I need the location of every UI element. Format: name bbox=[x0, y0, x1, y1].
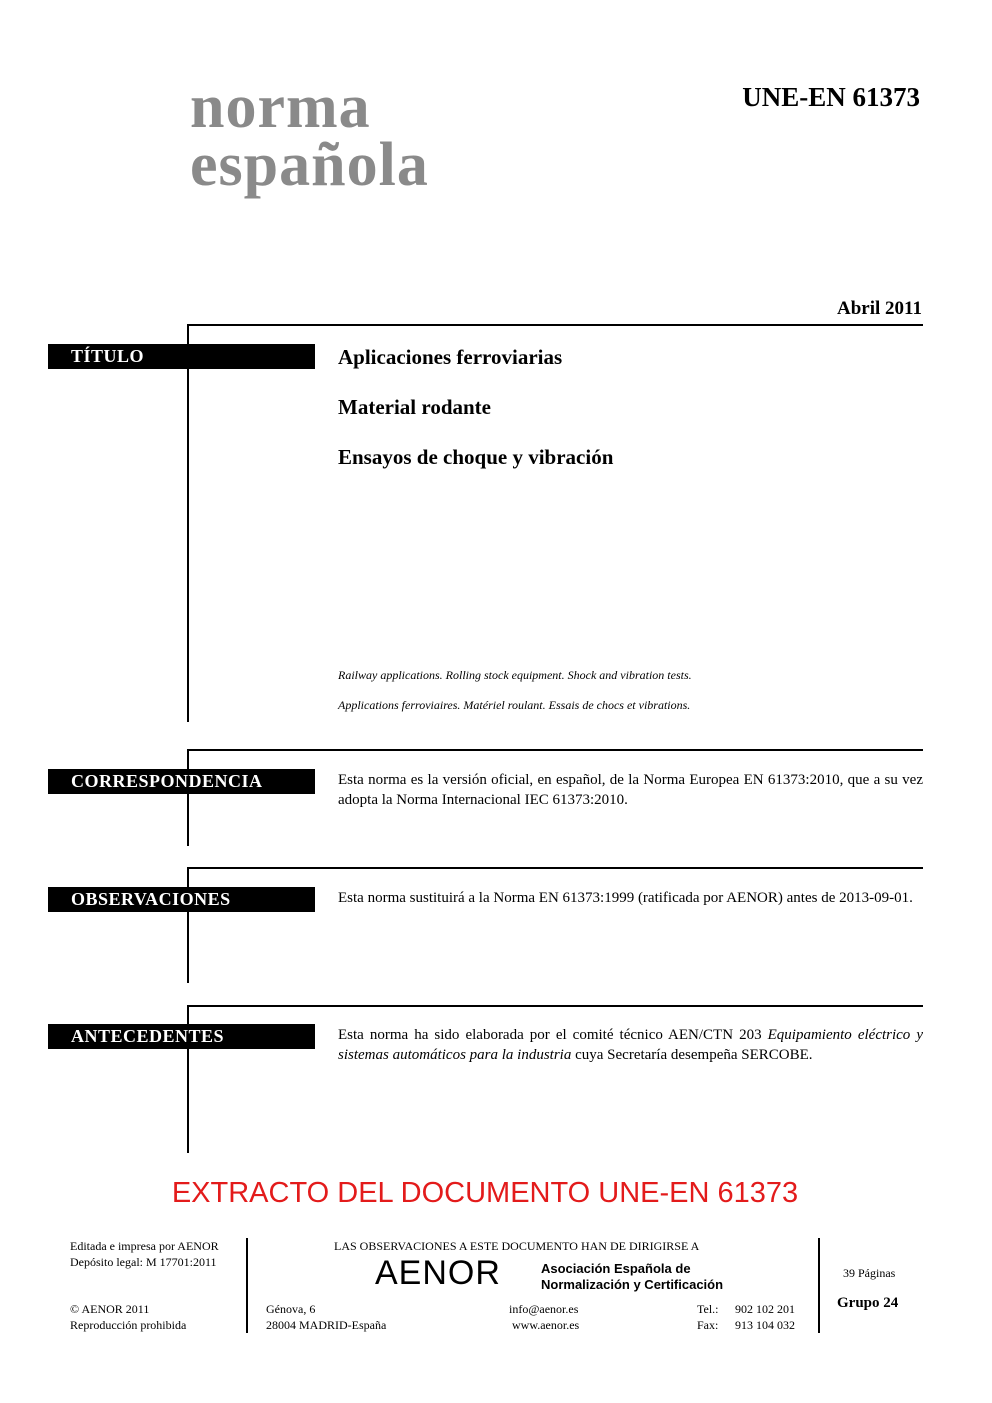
aenor-name-line-2: Normalización y Certificación bbox=[541, 1277, 724, 1292]
antecedentes-text-start: Esta norma ha sido elaborada por el comité técnico AEN/CTN 203 bbox=[338, 1027, 768, 1043]
footer-publisher bbox=[70, 1238, 219, 1270]
title-line-3: Ensayos de choque y vibración bbox=[338, 445, 614, 469]
title-line-2: Material rodante bbox=[338, 395, 491, 419]
footer-separator-right bbox=[818, 1238, 820, 1333]
footer-phone-labels bbox=[697, 1301, 719, 1333]
copyright: © AENOR 2011 bbox=[70, 1302, 150, 1316]
section-divider-correspondencia bbox=[187, 749, 923, 751]
antecedentes-text bbox=[338, 1025, 923, 1065]
observaciones-text: Esta norma sustituirá a la Norma EN 61373:1999 (ratificada por AENOR) antes de 2013-09-01. bbox=[338, 890, 913, 906]
address-city: 28004 MADRID-España bbox=[266, 1318, 387, 1332]
logo-line-2: española bbox=[190, 131, 429, 199]
vertical-rule-correspondencia bbox=[187, 749, 189, 846]
footer-separator-left bbox=[246, 1238, 248, 1333]
title-french: Applications ferroviaires. Matériel roulant. Essais de chocs et vibrations. bbox=[338, 698, 691, 712]
antecedentes-text-end: cuya Secretaría desempeña SERCOBE. bbox=[571, 1047, 813, 1063]
aenor-name-line-1: Asociación Española de bbox=[541, 1261, 691, 1276]
section-divider-antecedentes bbox=[187, 1005, 923, 1007]
vertical-rule-titulo bbox=[187, 324, 189, 722]
web-link[interactable]: www.aenor.es bbox=[512, 1318, 580, 1332]
footer-phone-numbers bbox=[735, 1301, 795, 1333]
observations-note: LAS OBSERVACIONES A ESTE DOCUMENTO HAN DE DIRIGIRSE A bbox=[334, 1239, 700, 1253]
address-street: Génova, 6 bbox=[266, 1302, 316, 1316]
title-line-1: Aplicaciones ferroviarias bbox=[338, 345, 563, 369]
aenor-logo: AENOR bbox=[375, 1254, 501, 1292]
footer-contact bbox=[509, 1301, 579, 1333]
title-english: Railway applications. Rolling stock equipment. Shock and vibration tests. bbox=[338, 668, 692, 682]
logo-line-1: norma bbox=[190, 73, 371, 141]
reproduction-notice: Reproducción prohibida bbox=[70, 1318, 187, 1332]
email-link[interactable]: info@aenor.es bbox=[509, 1302, 579, 1316]
aenor-full-name bbox=[541, 1261, 723, 1293]
section-label-observaciones: OBSERVACIONES bbox=[48, 887, 315, 912]
section-divider-observaciones bbox=[187, 867, 923, 869]
publication-date: Abril 2011 bbox=[837, 298, 922, 319]
correspondencia-text: Esta norma es la versión oficial, en español, de la Norma Europea EN 61373:2010, que a su vez adopta la Norma Internacional IEC 61373:2010. bbox=[338, 772, 923, 808]
footer-address bbox=[266, 1301, 386, 1333]
footer-copyright bbox=[70, 1301, 186, 1333]
extract-watermark: EXTRACTO DEL DOCUMENTO UNE-EN 61373 bbox=[171, 1177, 799, 1209]
vertical-rule-observaciones bbox=[187, 867, 189, 983]
section-label-antecedentes: ANTECEDENTES bbox=[48, 1024, 315, 1049]
tel-label: Tel.: bbox=[697, 1302, 719, 1316]
edited-by: Editada e impresa por AENOR bbox=[70, 1239, 219, 1253]
section-divider-titulo bbox=[187, 324, 923, 326]
price-group: Grupo 24 bbox=[837, 1295, 899, 1311]
standard-code: UNE-EN 61373 bbox=[742, 82, 920, 112]
norma-espanola-logo bbox=[190, 73, 429, 199]
fax-label: Fax: bbox=[697, 1318, 719, 1332]
deposito-legal: Depósito legal: M 17701:2011 bbox=[70, 1255, 217, 1269]
committee-name: Equipamiento eléctrico y sistemas automáticos para la industria bbox=[338, 1027, 923, 1063]
section-label-correspondencia: CORRESPONDENCIA bbox=[48, 769, 315, 794]
tel-number: 902 102 201 bbox=[735, 1302, 795, 1316]
fax-number: 913 104 032 bbox=[735, 1318, 795, 1332]
section-label-titulo: TÍTULO bbox=[48, 344, 315, 369]
page-count: 39 Páginas bbox=[843, 1266, 896, 1280]
